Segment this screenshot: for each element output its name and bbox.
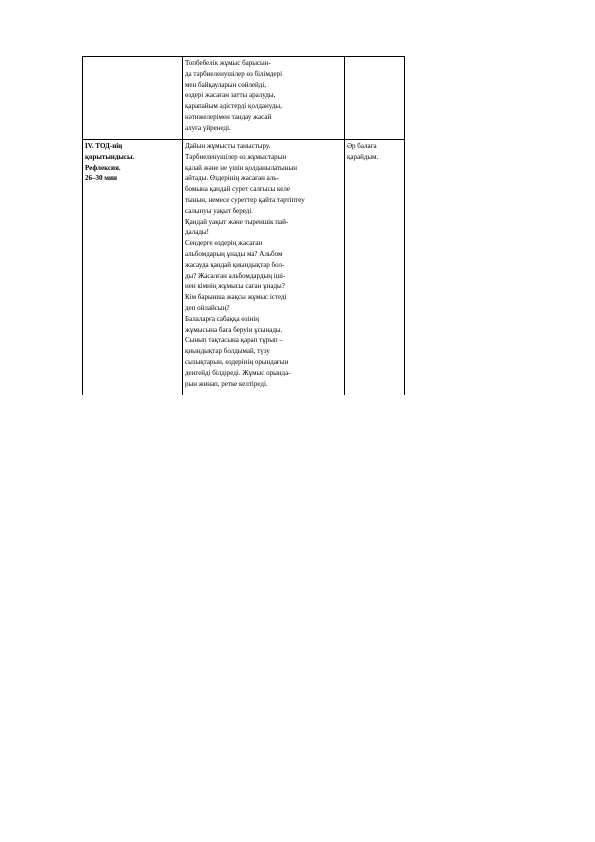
text-line: сызықтарын, өздерінің орындағын	[185, 357, 289, 366]
text-line: қарапайым әдістерді қолдануды,	[185, 102, 282, 111]
text-line: өздері жасаған затты аралуды,	[185, 91, 276, 100]
text-line: 26–30 мин	[85, 174, 118, 183]
text-line: рын жинап, ретке келтіреді.	[185, 379, 268, 388]
text-line: Сынып тақтасына қарап тұрып –	[185, 336, 283, 345]
text-line: нен кімнің жұмысы саған ұнады?	[185, 282, 285, 291]
text-line: Тәрбиеленушілер өз жұмыстарын	[185, 152, 287, 161]
stage-cell	[83, 57, 183, 140]
table-row	[83, 140, 405, 396]
text-line: қарайдым.	[347, 152, 379, 161]
text-line: Рефлексия.	[85, 163, 121, 172]
text-line: салынуы уақыт береді.	[185, 206, 254, 215]
text-line: IV. ТОД-нің	[85, 142, 123, 150]
lesson-plan-table	[82, 56, 405, 395]
text-line: мен байқауларын сөйлейді,	[185, 80, 267, 89]
text-line: Кім барынша жақсы жұмыс істеді	[185, 293, 287, 302]
table-row	[83, 57, 405, 140]
text-line: айтады. Өздерінің жасаған аль-	[185, 174, 279, 183]
text-line: Қандай уақыт және тыреншік пай-	[185, 217, 289, 226]
assessment-cell	[345, 57, 405, 140]
text-line: бомына қандай сурет салғысы келе	[185, 185, 290, 194]
text-line: нәтижелерімен тандау жасай	[185, 112, 272, 121]
stage-cell	[83, 140, 183, 396]
activity-cell	[183, 57, 345, 140]
text-line: Балаларға сабаққа өзінің	[185, 314, 259, 323]
text-line: қалай және не үшін қолданылатынын	[185, 163, 297, 172]
text-line: далады!	[185, 228, 209, 237]
activity-cell	[183, 140, 345, 396]
text-line: альбомдарың ұнады ма? Альбом	[185, 249, 283, 258]
text-line: Дайын жұмысты таныстыру.	[185, 142, 271, 150]
text-line: да тәрбиеленушілер өз білімдері	[185, 69, 283, 78]
text-line: ды? Жасалған альбомдардың іші-	[185, 271, 286, 280]
text-line: қорытындысы.	[85, 152, 135, 161]
text-line: жұмысына баға беруін ұсынады.	[185, 325, 283, 334]
text-line: Әр балаға	[347, 142, 377, 150]
text-line: Топбебелік жұмыс барысын-	[185, 59, 271, 67]
text-line: Сендерге өздерің жасаған	[185, 239, 263, 248]
text-line: денгейді білдіреді. Жұмыс орында-	[185, 368, 291, 377]
assessment-cell	[345, 140, 405, 396]
text-line: қиындықтар болдымай, түзу	[185, 347, 270, 356]
text-line: жасауда қандай қиындықтар бол-	[185, 260, 285, 269]
text-line: деп ойлайсың?	[185, 303, 230, 312]
text-line: алуға үйренеді.	[185, 123, 231, 132]
text-line: тынын, немесе суреттер қайта тәртіптеу	[185, 195, 305, 204]
